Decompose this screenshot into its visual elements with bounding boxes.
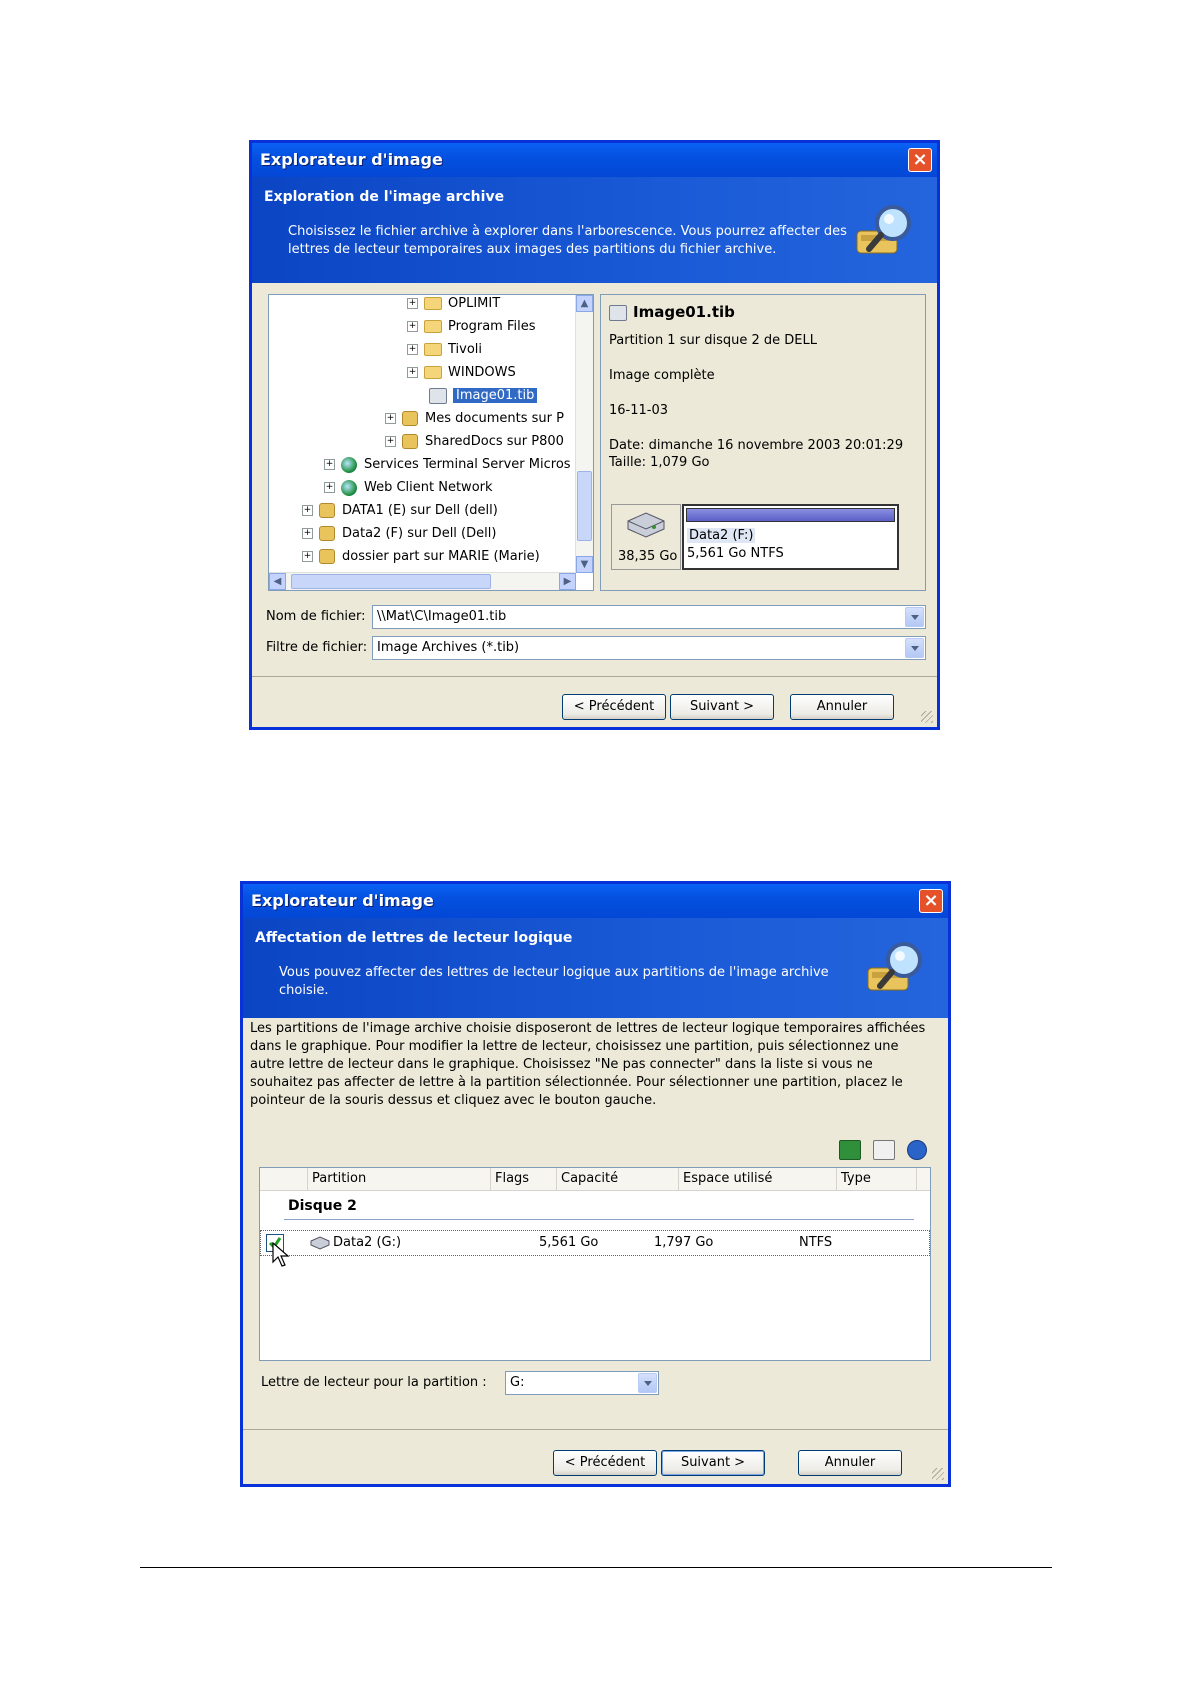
header-title: Affectation de lettres de lecteur logique bbox=[255, 930, 573, 946]
drive-letter-dropdown-button[interactable] bbox=[638, 1373, 657, 1393]
filter-label: Filtre de fichier: bbox=[266, 640, 368, 655]
expand-icon[interactable]: + bbox=[386, 413, 395, 423]
drive-letter-label: Lettre de lecteur pour la partition : bbox=[261, 1375, 487, 1390]
magnifier-disk-icon bbox=[851, 197, 919, 265]
tree-item-label: OPLIMIT bbox=[448, 296, 501, 311]
page-rule bbox=[140, 1567, 1052, 1568]
network-icon bbox=[341, 457, 357, 473]
column-capacity[interactable]: Capacité bbox=[557, 1168, 679, 1190]
info-filename-row bbox=[609, 303, 735, 321]
tree-item[interactable] bbox=[324, 454, 571, 476]
network-icon bbox=[341, 480, 357, 496]
resize-grip[interactable] bbox=[932, 1468, 944, 1480]
folder-icon bbox=[424, 343, 442, 356]
table-header bbox=[260, 1168, 930, 1191]
tree-item[interactable] bbox=[407, 362, 516, 384]
button-separator bbox=[243, 1429, 948, 1430]
back-button[interactable]: < Précédent bbox=[553, 1450, 657, 1476]
wizard-header bbox=[252, 177, 937, 283]
archive-icon bbox=[609, 305, 627, 321]
tree-item-label: Web Client Network bbox=[364, 480, 493, 495]
shared-folder-icon bbox=[319, 526, 335, 541]
disk-cell bbox=[611, 504, 681, 570]
tree-item-label: WINDOWS bbox=[448, 365, 516, 380]
expand-icon[interactable]: + bbox=[408, 344, 417, 354]
filename-value: \\Mat\C\Image01.tib bbox=[377, 609, 507, 624]
close-button[interactable]: × bbox=[908, 148, 932, 172]
filename-label: Nom de fichier: bbox=[266, 609, 366, 624]
expand-icon[interactable]: + bbox=[303, 505, 312, 515]
properties-icon[interactable] bbox=[873, 1140, 895, 1160]
tree-item[interactable] bbox=[302, 523, 496, 545]
partition-label: Data2 (F:) bbox=[689, 528, 754, 543]
disk-size: 38,35 Go bbox=[618, 549, 678, 564]
expand-icon[interactable]: + bbox=[303, 528, 312, 538]
window-title: Explorateur d'image bbox=[260, 150, 443, 169]
expand-icon[interactable]: + bbox=[408, 298, 417, 308]
wizard-header bbox=[243, 918, 948, 1018]
button-separator bbox=[252, 676, 937, 677]
expand-icon[interactable]: + bbox=[303, 551, 312, 561]
folder-tree[interactable] bbox=[268, 294, 594, 591]
tree-item[interactable] bbox=[324, 477, 493, 499]
row-capacity: 5,561 Go bbox=[539, 1235, 599, 1250]
shared-folder-icon bbox=[402, 411, 418, 426]
disk-layout bbox=[611, 504, 899, 570]
group-underline bbox=[284, 1219, 914, 1220]
tree-item[interactable] bbox=[385, 408, 564, 430]
sort-order-icon[interactable] bbox=[839, 1140, 861, 1160]
disk-group-label: Disque 2 bbox=[288, 1198, 357, 1214]
filename-dropdown-button[interactable] bbox=[905, 607, 924, 627]
tree-item[interactable] bbox=[407, 339, 482, 361]
shared-folder-icon bbox=[319, 549, 335, 564]
mouse-cursor-icon bbox=[272, 1242, 290, 1268]
shared-folder-icon bbox=[319, 503, 335, 518]
window-title: Explorateur d'image bbox=[251, 891, 434, 910]
expand-icon[interactable]: + bbox=[325, 482, 334, 492]
tree-item-label: Mes documents sur P bbox=[425, 411, 564, 426]
tree-item[interactable] bbox=[407, 316, 536, 338]
partition-size-row bbox=[687, 546, 784, 561]
scroll-thumb[interactable] bbox=[577, 471, 592, 541]
tree-horizontal-scrollbar[interactable] bbox=[269, 572, 576, 590]
title-bar[interactable] bbox=[252, 143, 937, 177]
tree-item-label: Image01.tib bbox=[453, 388, 537, 403]
magnifier-disk-icon bbox=[862, 934, 930, 1002]
folder-icon bbox=[424, 366, 442, 379]
row-partition: Data2 (G:) bbox=[333, 1235, 402, 1250]
shared-folder-icon bbox=[402, 434, 418, 449]
scroll-right-button[interactable]: ▶ bbox=[559, 573, 576, 590]
hard-disk-icon bbox=[624, 511, 668, 539]
cancel-button[interactable]: Annuler bbox=[790, 694, 894, 720]
partition-usage-bar bbox=[686, 508, 895, 522]
drive-letter-combobox[interactable] bbox=[505, 1371, 659, 1395]
instructions-text: Les partitions de l'image archive choisie disposeront de lettres de lecteur logique temporaires affichées dans le graphique. Pour modifier la lettre de lecteur, choisissez une partition, puis sélectionnez une autre lettre de lecteur dans le graphique. Choisissez "Ne pas connecter" dans la liste si vous ne souhaitez pas affecter de lettre à la partition sélectionnée. Pour sélectionner une partition, placez le pointeur de la souris dessus et cliquez avec le bouton gauche. bbox=[250, 1021, 926, 1108]
tree-item-label: SharedDocs sur P800 bbox=[425, 434, 564, 449]
image-explorer-dialog-2 bbox=[240, 881, 951, 1487]
info-size: Taille: 1,079 Go bbox=[609, 455, 710, 470]
partition-block[interactable] bbox=[682, 504, 899, 570]
cancel-button[interactable]: Annuler bbox=[798, 1450, 902, 1476]
row-type: NTFS bbox=[799, 1235, 833, 1250]
partition-table[interactable] bbox=[259, 1167, 931, 1361]
info-icon[interactable] bbox=[907, 1140, 927, 1160]
tree-item-label: Services Terminal Server Micros bbox=[364, 457, 571, 472]
drive-letter-value: G: bbox=[510, 1375, 525, 1390]
back-button[interactable]: < Précédent bbox=[562, 694, 666, 720]
tree-item[interactable] bbox=[407, 294, 500, 315]
tree-item-label: dossier part sur MARIE (Marie) bbox=[342, 549, 540, 564]
expand-icon[interactable]: + bbox=[408, 367, 417, 377]
filter-value: Image Archives (*.tib) bbox=[377, 640, 520, 655]
partition-size: 5,561 Go bbox=[687, 546, 747, 561]
tree-item[interactable] bbox=[302, 546, 540, 568]
row-used: 1,797 Go bbox=[654, 1235, 714, 1250]
info-filename: Image01.tib bbox=[633, 303, 735, 321]
scroll-left-button[interactable]: ◀ bbox=[269, 573, 286, 590]
scroll-up-button[interactable]: ▲ bbox=[576, 295, 593, 312]
expand-icon[interactable]: + bbox=[408, 321, 417, 331]
scroll-down-button[interactable]: ▼ bbox=[576, 556, 593, 573]
column-partition[interactable]: Partition bbox=[308, 1168, 491, 1190]
next-button[interactable]: Suivant > bbox=[670, 694, 774, 720]
column-check[interactable] bbox=[260, 1168, 308, 1190]
partition-fs: NTFS bbox=[750, 546, 784, 561]
tree-item[interactable] bbox=[302, 500, 498, 522]
archive-info-panel bbox=[600, 294, 926, 591]
filter-combobox[interactable] bbox=[372, 636, 926, 660]
next-button[interactable]: Suivant > bbox=[661, 1450, 765, 1476]
title-bar[interactable] bbox=[243, 884, 948, 918]
tree-item[interactable] bbox=[385, 431, 564, 453]
tree-item-label: Program Files bbox=[448, 319, 536, 334]
expand-icon[interactable]: + bbox=[325, 459, 334, 469]
folder-icon bbox=[424, 297, 442, 310]
close-button[interactable]: × bbox=[919, 889, 943, 913]
tree-item-label: DATA1 (E) sur Dell (dell) bbox=[342, 503, 498, 518]
filter-dropdown-button[interactable] bbox=[905, 638, 924, 658]
resize-grip[interactable] bbox=[921, 711, 933, 723]
expand-icon[interactable]: + bbox=[386, 436, 395, 446]
folder-icon bbox=[424, 320, 442, 333]
column-used-space[interactable]: Espace utilisé bbox=[679, 1168, 837, 1190]
filename-combobox[interactable] bbox=[372, 605, 926, 629]
archive-icon bbox=[429, 388, 447, 404]
tree-item-label: Tivoli bbox=[448, 342, 483, 357]
tree-item-label: Data2 (F) sur Dell (Dell) bbox=[342, 526, 497, 541]
image-explorer-dialog-1 bbox=[249, 140, 940, 730]
partition-drive-icon bbox=[309, 1236, 331, 1250]
header-description: Vous pouvez affecter des lettres de lecteur logique aux partitions de l'image archive choisie. bbox=[279, 965, 829, 998]
column-type[interactable]: Type bbox=[837, 1168, 917, 1190]
table-row[interactable] bbox=[260, 1230, 930, 1256]
header-title: Exploration de l'image archive bbox=[264, 189, 505, 205]
column-flags[interactable]: Flags bbox=[491, 1168, 557, 1190]
info-partition: Partition 1 sur disque 2 de DELL bbox=[609, 333, 817, 348]
tree-vertical-scrollbar[interactable] bbox=[575, 295, 593, 573]
info-image-type: Image complète bbox=[609, 368, 715, 383]
tree-item[interactable] bbox=[429, 385, 537, 407]
header-description: Choisissez le fichier archive à explorer dans l'arborescence. Vous pourrez affecter des lettres de lecteur temporaires aux images des partitions du fichier archive. bbox=[288, 224, 847, 257]
info-date: Date: dimanche 16 novembre 2003 20:01:29 bbox=[609, 438, 904, 453]
scroll-thumb-horizontal[interactable] bbox=[291, 574, 491, 589]
info-short-date: 16-11-03 bbox=[609, 403, 669, 418]
